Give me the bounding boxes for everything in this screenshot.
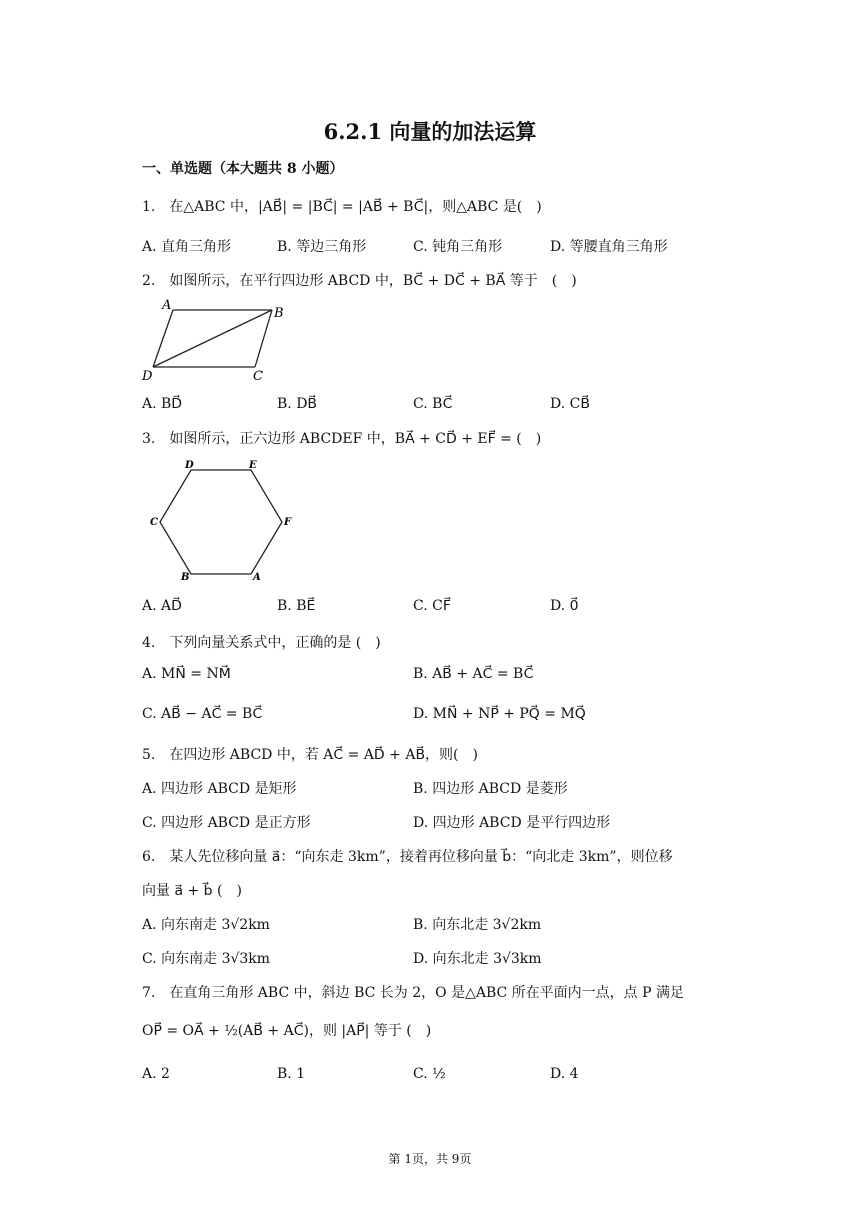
- question-1-option-b: B. 等边三角形: [277, 239, 367, 255]
- question-5-option-d: D. 四边形 ABCD 是平行四边形: [413, 815, 611, 831]
- question-1-option-c: C. 钝角三角形: [413, 239, 503, 255]
- question-6-stem: 6. 某人先位移向量 a⃗：“向东走 3km”，接着再位移向量 b⃗：“向北走 3km”，则位移: [142, 849, 673, 865]
- hexagon-figure: [145, 456, 295, 584]
- section-heading: 一、单选题（本大题共 8 小题）: [142, 161, 344, 177]
- question-2-option-a: A. BD⃗: [142, 396, 183, 412]
- question-3-stem: 3. 如图所示，正六边形 ABCDEF 中，BA⃗ + CD⃗ + EF⃗ = ( ): [142, 431, 542, 447]
- question-3-option-c: C. CF⃗: [413, 598, 451, 614]
- question-2-option-c: C. BC⃗: [413, 396, 453, 412]
- parallelogram-label-a: A: [162, 298, 172, 313]
- question-7-stem-continued: OP⃗ = OA⃗ + ½(AB⃗ + AC⃗)，则 |AP⃗| 等于 ( ): [142, 1023, 432, 1039]
- question-5-stem: 5. 在四边形 ABCD 中，若 AC⃗ = AD⃗ + AB⃗，则( ): [142, 747, 478, 763]
- hexagon-label-f: F: [284, 517, 292, 528]
- hexagon-label-c: C: [150, 517, 158, 528]
- question-4-stem: 4. 下列向量关系式中，正确的是 ( ): [142, 635, 381, 651]
- question-2-option-b: B. DB⃗: [277, 396, 318, 412]
- question-7-stem: 7. 在直角三角形 ABC 中，斜边 BC 长为 2，O 是△ABC 所在平面内一点，点 P 满足: [142, 985, 684, 1001]
- question-3-option-d: D. 0⃗: [550, 598, 579, 614]
- question-5-option-a: A. 四边形 ABCD 是矩形: [142, 781, 297, 797]
- question-3-option-b: B. BE⃗: [277, 598, 316, 614]
- parallelogram-label-c: C: [253, 369, 263, 384]
- question-1-option-d: D. 等腰直角三角形: [550, 239, 668, 255]
- hexagon-label-d: D: [185, 460, 194, 471]
- question-7-option-c: C. ½: [413, 1066, 446, 1082]
- question-7-option-b: B. 1: [277, 1066, 306, 1082]
- question-2-option-d: D. CB⃗: [550, 396, 590, 412]
- question-7-option-a: A. 2: [142, 1066, 170, 1082]
- question-4-option-d: D. MN⃗ + NP⃗ + PQ⃗ = MQ⃗: [413, 706, 586, 722]
- question-4-option-c: C. AB⃗ − AC⃗ = BC⃗: [142, 706, 263, 722]
- hexagon-label-a: A: [253, 572, 261, 583]
- question-1-option-a: A. 直角三角形: [142, 239, 232, 255]
- question-3-option-a: A. AD⃗: [142, 598, 182, 614]
- question-6-option-d: D. 向东北走 3√3km: [413, 951, 542, 967]
- hexagon-label-e: E: [249, 460, 257, 471]
- question-2-stem: 2. 如图所示，在平行四边形 ABCD 中，BC⃗ + DC⃗ + BA⃗ 等于 ( ): [142, 273, 577, 289]
- question-6-option-a: A. 向东南走 3√2km: [142, 917, 270, 933]
- question-4-option-b: B. AB⃗ + AC⃗ = BC⃗: [413, 666, 534, 682]
- page-footer: 第 1页，共 9页: [388, 1152, 472, 1166]
- parallelogram-label-d: D: [142, 369, 153, 384]
- question-6-option-c: C. 向东南走 3√3km: [142, 951, 271, 967]
- hexagon-label-b: B: [181, 572, 190, 583]
- page-title: 6.2.1 向量的加法运算: [323, 119, 537, 144]
- parallelogram-label-b: B: [274, 306, 284, 321]
- question-6-stem-continued: 向量 a⃗ + b⃗ ( ): [142, 883, 242, 899]
- question-5-option-c: C. 四边形 ABCD 是正方形: [142, 815, 311, 831]
- question-4-option-a: A. MN⃗ = NM⃗: [142, 666, 231, 682]
- question-5-option-b: B. 四边形 ABCD 是菱形: [413, 781, 568, 797]
- question-1-stem: 1. 在△ABC 中，|AB⃗| = |BC⃗| = |AB⃗ + BC⃗|，则△ABC 是( ): [142, 199, 542, 215]
- question-6-option-b: B. 向东北走 3√2km: [413, 917, 542, 933]
- question-7-option-d: D. 4: [550, 1066, 579, 1082]
- parallelogram-figure: [140, 296, 290, 384]
